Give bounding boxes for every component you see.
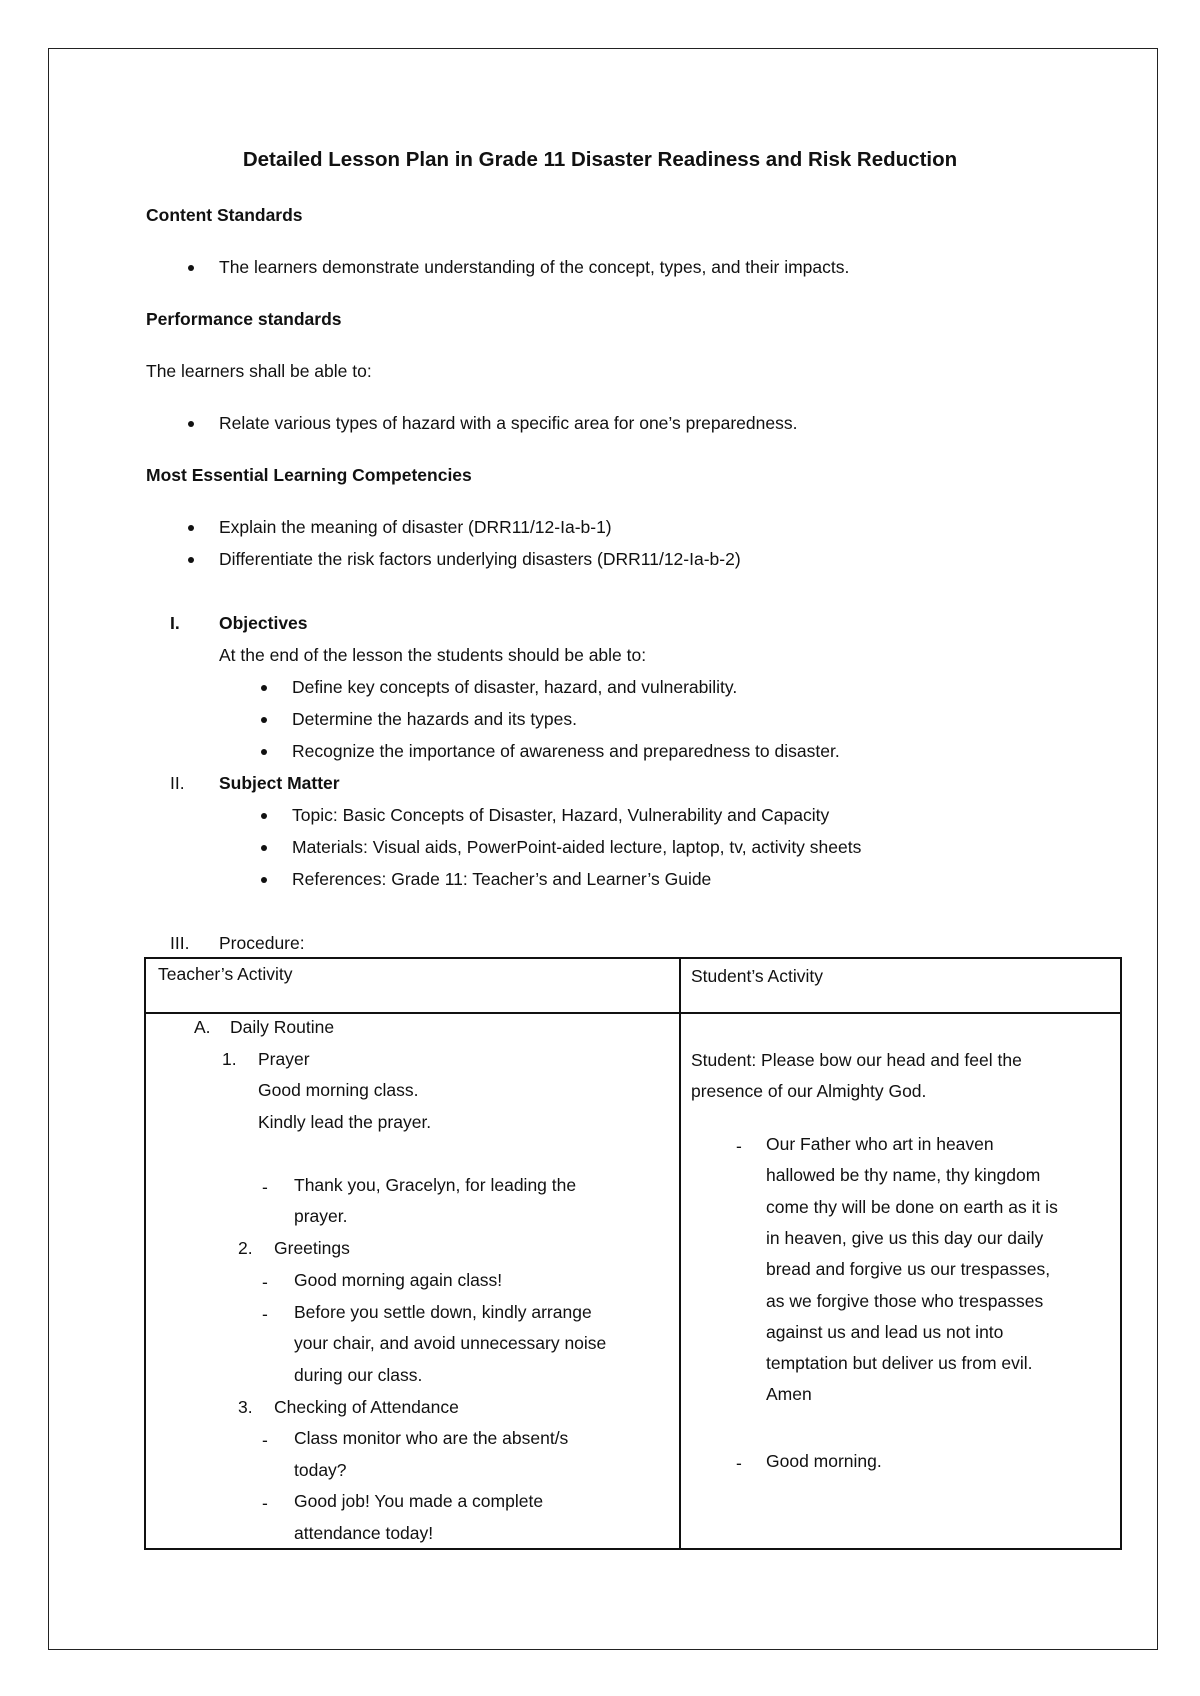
procedure-numeral: III. — [170, 933, 190, 953]
attendance-item: attendance today! — [294, 1523, 434, 1543]
greetings-item: your chair, and avoid unnecessary noise — [294, 1333, 607, 1353]
performance-standard-item: Relate various types of hazard with a specific area for one’s preparedness. — [219, 413, 798, 433]
student-prayer-line: hallowed be thy name, thy kingdom — [766, 1165, 1041, 1186]
attendance-title: Checking of Attendance — [274, 1397, 459, 1417]
dash-marker: - — [262, 1304, 268, 1324]
attendance-item: Class monitor who are the absent/s — [294, 1428, 569, 1448]
attendance-item: Good job! You made a complete — [294, 1491, 544, 1511]
student-reply: Good morning. — [766, 1451, 882, 1471]
prayer-thanks: Thank you, Gracelyn, for leading the — [294, 1175, 577, 1195]
student-prayer-line: Amen — [766, 1384, 812, 1405]
dash-marker: - — [262, 1430, 268, 1450]
student-prayer-line: come thy will be done on earth as it is — [766, 1196, 1058, 1217]
prayer-thanks: prayer. — [294, 1206, 348, 1226]
subject-matter-item: References: Grade 11: Teacher’s and Learner’s Guide — [292, 869, 712, 889]
objective-item: Define key concepts of disaster, hazard, and vulnerability. — [292, 677, 738, 697]
teacher-activity-header: Teacher’s Activity — [158, 964, 293, 984]
objectives-intro: At the end of the lesson the students should be able to: — [219, 645, 647, 665]
competency-item: Explain the meaning of disaster (DRR11/12-Ia-b-1) — [219, 517, 612, 537]
table-column-divider — [679, 959, 681, 1548]
greetings-item: Good morning again class! — [294, 1270, 503, 1290]
competencies-heading: Most Essential Learning Competencies — [146, 465, 472, 485]
subject-matter-numeral: II. — [170, 773, 185, 793]
subject-matter-item: Materials: Visual aids, PowerPoint-aided lecture, laptop, tv, activity sheets — [292, 837, 862, 857]
objectives-heading: Objectives — [219, 613, 308, 633]
greetings-title: Greetings — [274, 1238, 350, 1258]
student-prayer-line: against us and lead us not into — [766, 1321, 1004, 1342]
section-marker: A. — [194, 1017, 211, 1037]
student-prayer-line: temptation but deliver us from evil. — [766, 1353, 1033, 1374]
dash-marker: - — [262, 1177, 268, 1197]
objective-item: Determine the hazards and its types. — [292, 709, 578, 729]
dash-marker: - — [262, 1493, 268, 1513]
student-activity-header: Student’s Activity — [691, 966, 823, 986]
subject-matter-item: Topic: Basic Concepts of Disaster, Hazard, Vulnerability and Capacity — [292, 805, 830, 825]
competency-item: Differentiate the risk factors underlying disasters (DRR11/12-Ia-b-2) — [219, 549, 741, 569]
prayer-number: 1. — [222, 1049, 237, 1069]
document-title: Detailed Lesson Plan in Grade 11 Disaster Readiness and Risk Reduction — [242, 148, 958, 171]
objectives-numeral: I. — [170, 613, 180, 633]
student-prayer-line: Our Father who art in heaven — [766, 1134, 994, 1154]
performance-standards-heading: Performance standards — [146, 309, 342, 329]
student-prayer-line: bread and forgive us our trespasses, — [766, 1259, 1051, 1280]
objective-item: Recognize the importance of awareness and preparedness to disaster. — [292, 741, 840, 761]
prayer-title: Prayer — [258, 1049, 310, 1069]
procedure-heading: Procedure: — [219, 933, 305, 953]
daily-routine-title: Daily Routine — [230, 1017, 335, 1037]
attendance-number: 3. — [238, 1397, 253, 1417]
prayer-line: Kindly lead the prayer. — [258, 1112, 432, 1132]
dash-marker: - — [736, 1453, 742, 1473]
greetings-number: 2. — [238, 1238, 253, 1258]
student-prayer-line: in heaven, give us this day our daily — [766, 1227, 1044, 1248]
dash-marker: - — [736, 1136, 742, 1156]
attendance-item: today? — [294, 1460, 347, 1480]
student-response: Student: Please bow our head and feel the — [691, 1050, 1022, 1070]
dash-marker: - — [262, 1272, 268, 1292]
content-standards-heading: Content Standards — [146, 205, 303, 225]
student-response: presence of our Almighty God. — [691, 1081, 927, 1101]
subject-matter-heading: Subject Matter — [219, 773, 340, 793]
procedure-table — [144, 957, 1122, 1550]
greetings-item: Before you settle down, kindly arrange — [294, 1302, 592, 1322]
performance-standards-intro: The learners shall be able to: — [146, 361, 372, 381]
greetings-item: during our class. — [294, 1365, 423, 1385]
student-prayer-line: as we forgive those who trespasses — [766, 1290, 1044, 1311]
prayer-line: Good morning class. — [258, 1080, 419, 1100]
content-standard-item: The learners demonstrate understanding of the concept, types, and their impacts. — [219, 257, 850, 277]
